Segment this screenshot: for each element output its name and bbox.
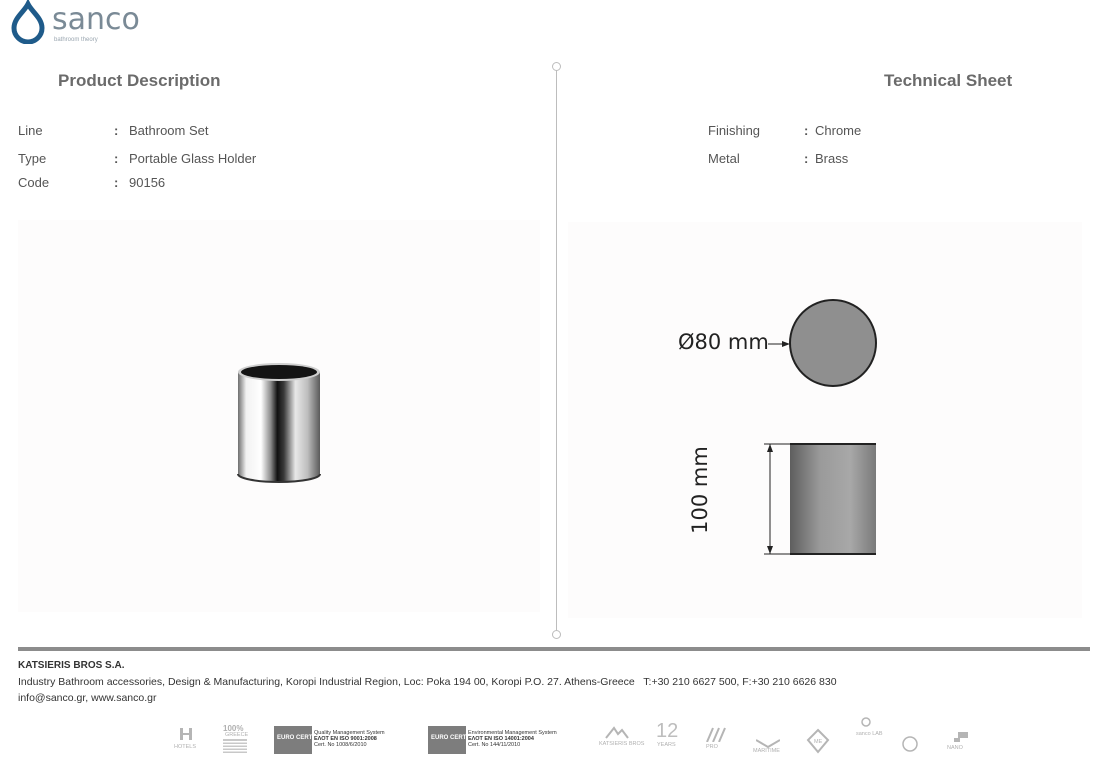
- pro-label: PRO: [706, 744, 718, 750]
- spec-label: Finishing: [708, 123, 761, 138]
- height-label: 100 mm: [688, 446, 712, 534]
- katsieris-label: KATSIERIS BROS: [599, 741, 645, 747]
- qms-text: [314, 730, 385, 748]
- years-number: 12: [656, 720, 679, 742]
- footer-address: Industry Bathroom accessories, Design & Manufacturing, Koropi Industrial Region, Loc: Poka 194 00, Koropi P.O. 27. Athens-Greece: [18, 676, 635, 688]
- spec-label: Line: [18, 123, 43, 138]
- side-view-body: [790, 444, 876, 554]
- technical-drawing: [568, 222, 1082, 618]
- footer-address-line: [18, 676, 837, 688]
- years-label: YEARS: [657, 742, 676, 748]
- spec-row-line: [18, 123, 518, 141]
- qms-cert-no: Cert. No 1008/6/2010: [314, 742, 367, 748]
- spec-value: Portable Glass Holder: [129, 151, 257, 166]
- water-drop-icon: [8, 0, 48, 44]
- spec-row-metal: [708, 151, 1008, 169]
- spec-separator: :: [114, 175, 119, 190]
- spec-separator: :: [804, 151, 809, 166]
- qms-standard: ΕΛΟΤ EN ISO 9001:2008: [314, 736, 377, 742]
- lightbulb-icon: [859, 716, 873, 730]
- spec-row-code: [18, 175, 518, 193]
- spec-value: Chrome: [815, 123, 862, 138]
- euro-cert-label: EURO CERT: [277, 735, 313, 741]
- diameter-label: Ø80 mm: [678, 330, 769, 354]
- sanco-lab-label: sanco LAB: [856, 731, 883, 737]
- spec-value: 90156: [129, 175, 166, 190]
- ems-standard: ΕΛΟΤ EN ISO 14001:2004: [468, 736, 534, 742]
- spec-value: Bathroom Set: [129, 123, 209, 138]
- divider-top-dot: [552, 62, 561, 71]
- euro-cert-badge-qms: [274, 726, 312, 754]
- greek-flag-icon: [223, 739, 247, 753]
- product-description-title: Product Description: [58, 71, 221, 90]
- spec-label: Type: [18, 151, 47, 166]
- spec-separator: :: [114, 151, 119, 166]
- footer-company: KATSIERIS BROS S.A.: [18, 660, 125, 671]
- pro-icon: [705, 726, 729, 742]
- spec-separator: :: [804, 123, 809, 138]
- maritime-icon: [756, 738, 780, 748]
- footer-contact: info@sanco.gr, www.sanco.gr: [18, 692, 157, 704]
- spec-row-finishing: [708, 123, 1008, 141]
- footer-divider: [18, 647, 1090, 651]
- vertical-divider: [556, 68, 557, 634]
- spec-value: Brass: [815, 151, 849, 166]
- divider-bottom-dot: [552, 630, 561, 639]
- qms-title: Quality Management System: [314, 730, 385, 736]
- round-badge-icon: [902, 736, 918, 752]
- ems-title: Environmental Management System: [468, 730, 557, 736]
- footer-phone: T:+30 210 6627 500, F:+30 210 6626 830: [643, 676, 837, 688]
- product-photo: [18, 220, 540, 612]
- euro-cert-badge-ems: [428, 726, 466, 754]
- technical-sheet-title: Technical Sheet: [884, 71, 1013, 90]
- me-label: ME: [814, 739, 823, 745]
- euro-cert-label: EURO CERT: [431, 735, 467, 741]
- ems-text: [468, 730, 557, 748]
- katsieris-icon: [604, 724, 630, 740]
- maritime-label: MARITIME: [753, 748, 780, 754]
- brand-logo: [8, 0, 138, 46]
- ems-cert-no: Cert. No 144/11/2010: [468, 742, 521, 748]
- spec-label: Code: [18, 175, 50, 190]
- nano-icon: [952, 730, 970, 744]
- greece-percent: 100%: [223, 724, 244, 733]
- hotels-label: HOTELS: [174, 744, 197, 750]
- brand-name: sanco: [52, 2, 140, 37]
- greece-label: GREECE: [225, 732, 249, 738]
- spec-label: Metal: [708, 151, 740, 166]
- top-view-circle: [790, 300, 876, 386]
- nano-label: NANO: [947, 745, 963, 751]
- spec-row-type: [18, 151, 518, 169]
- brand-tagline: bathroom theory: [54, 37, 98, 43]
- hotels-icon: [178, 726, 194, 742]
- spec-separator: :: [114, 123, 119, 138]
- glass-holder-image: [18, 220, 540, 612]
